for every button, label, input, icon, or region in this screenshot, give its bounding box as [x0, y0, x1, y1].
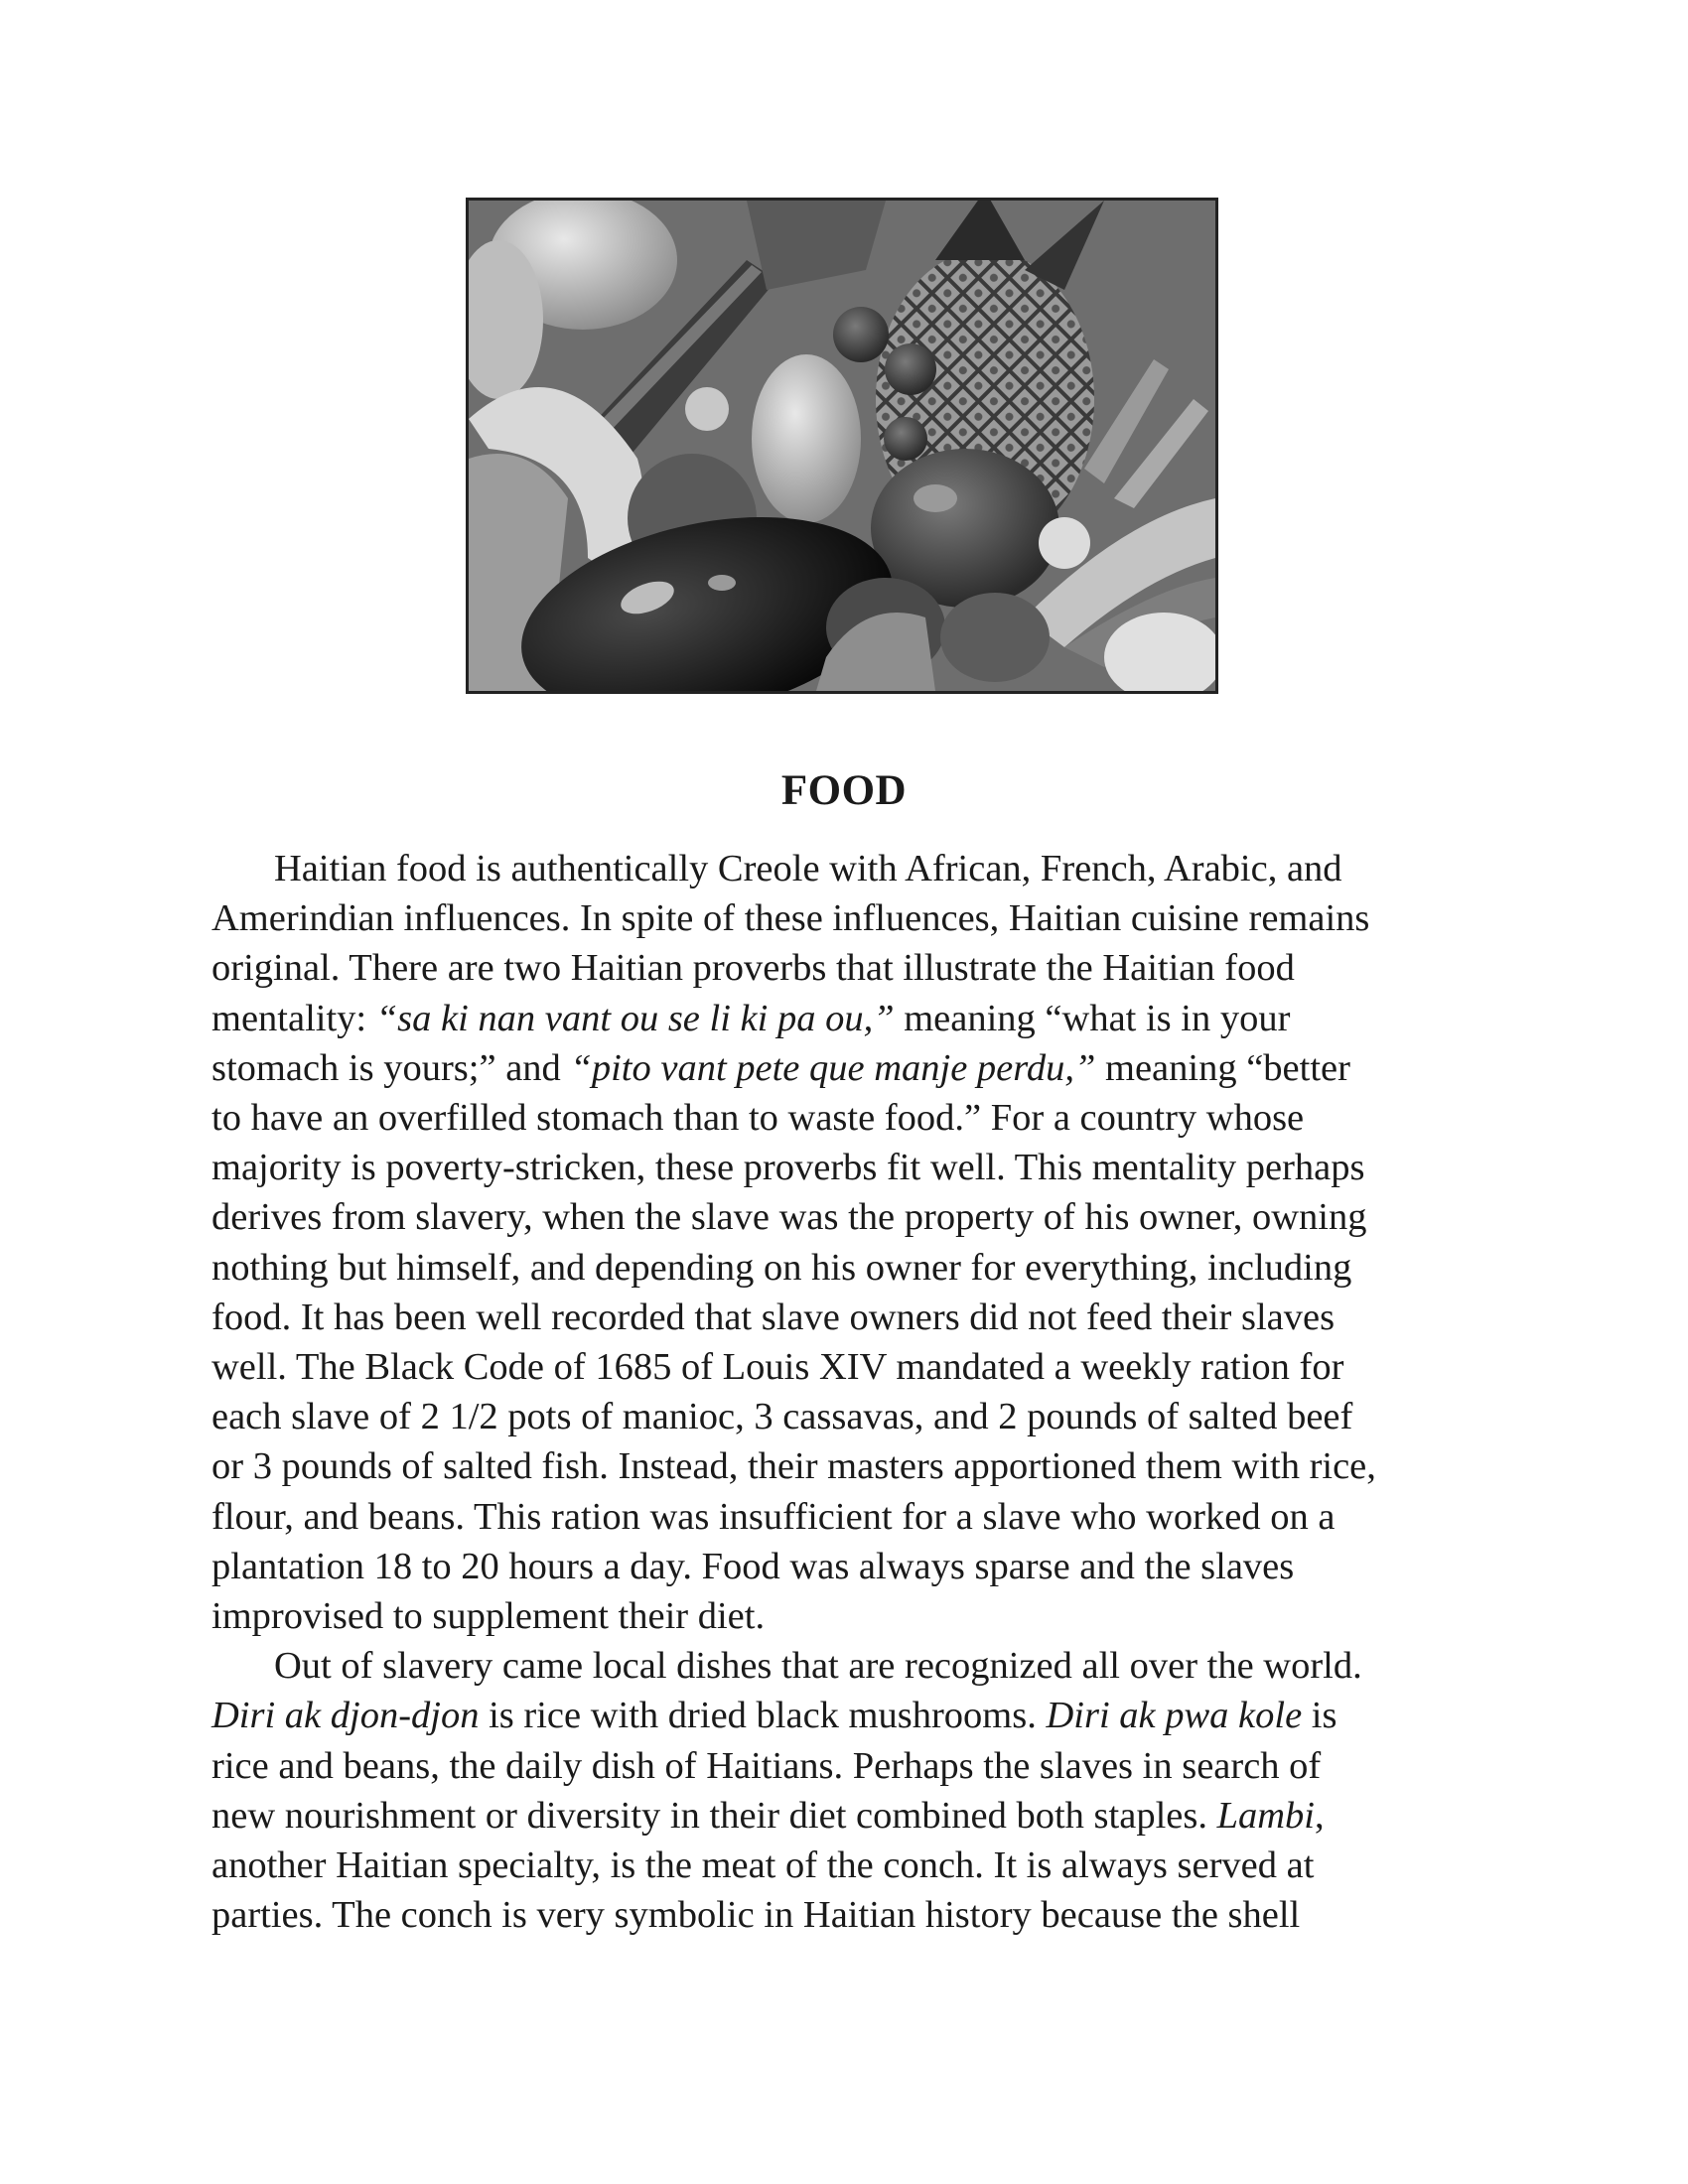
text-line	[211, 1192, 1502, 1242]
text-run: improvised to supplement their diet.	[211, 1595, 766, 1638]
text-run: meaning “what is in your	[894, 997, 1291, 1039]
text-line	[211, 844, 1502, 893]
text-line	[211, 893, 1502, 943]
text-line	[211, 1641, 1502, 1691]
italic-phrase: Diri ak djon-djon	[211, 1695, 480, 1737]
text-line	[211, 1143, 1502, 1192]
text-run: or 3 pounds of salted fish. Instead, their masters apportioned them with rice,	[211, 1445, 1376, 1488]
text-line	[211, 1043, 1502, 1093]
text-run: nothing but himself, and depending on his owner for everything, including	[211, 1246, 1352, 1289]
paragraph-1	[211, 844, 1502, 1641]
text-run: derives from slavery, when the slave was the property of his owner, owning	[211, 1196, 1367, 1239]
italic-phrase: “pito vant pete que manje perdu,”	[570, 1046, 1096, 1089]
text-run: majority is poverty-stricken, these proverbs fit well. This mentality perhaps	[211, 1147, 1365, 1189]
text-line	[211, 1293, 1502, 1342]
italic-phrase: Diri ak pwa kole	[1046, 1695, 1303, 1737]
text-run: to have an overfilled stomach than to waste food.” For a country whose	[211, 1097, 1305, 1140]
text-run: mentality:	[211, 997, 376, 1039]
text-run: ,	[1315, 1794, 1325, 1837]
text-line	[211, 1841, 1502, 1890]
text-run: new nourishment or diversity in their diet combined both staples.	[211, 1794, 1217, 1837]
paragraph-2	[211, 1641, 1502, 1940]
text-run: well. The Black Code of 1685 of Louis XIV mandated a weekly ration for	[211, 1346, 1344, 1389]
text-run: is rice with dried black mushrooms.	[479, 1695, 1047, 1737]
text-line	[211, 1542, 1502, 1591]
text-run: food. It has been well recorded that slave owners did not feed their slaves	[211, 1296, 1336, 1338]
text-run: Amerindian influences. In spite of these influences, Haitian cuisine remains	[211, 897, 1370, 940]
text-line	[211, 1791, 1502, 1841]
text-run: is	[1302, 1695, 1337, 1737]
produce-photo-illustration	[469, 201, 1215, 691]
text-run: stomach is yours;” and	[211, 1046, 571, 1089]
produce-photo	[466, 198, 1218, 694]
text-run: rice and beans, the daily dish of Haitians. Perhaps the slaves in search of	[211, 1744, 1322, 1787]
italic-phrase: Lambi	[1216, 1794, 1316, 1837]
text-line	[211, 1741, 1502, 1791]
article-body	[211, 844, 1502, 1940]
text-line	[211, 943, 1502, 993]
section-title: FOOD	[780, 767, 908, 814]
text-line	[211, 1591, 1502, 1641]
text-line	[211, 994, 1502, 1043]
text-run: parties. The conch is very symbolic in Haitian history because the shell	[211, 1894, 1301, 1937]
text-line	[211, 1243, 1502, 1293]
text-run: Haitian food is authentically Creole with African, French, Arabic, and	[274, 848, 1342, 889]
text-line	[211, 1441, 1502, 1491]
text-line	[211, 1392, 1502, 1441]
text-run: meaning “better	[1095, 1046, 1350, 1089]
text-line	[211, 1691, 1502, 1740]
text-line	[211, 1093, 1502, 1143]
text-run: original. There are two Haitian proverbs that illustrate the Haitian food	[211, 947, 1295, 990]
text-run: another Haitian specialty, is the meat of the conch. It is always served at	[211, 1844, 1315, 1887]
text-run: flour, and beans. This ration was insufficient for a slave who worked on a	[211, 1495, 1336, 1538]
text-run: each slave of 2 1/2 pots of manioc, 3 cassavas, and 2 pounds of salted beef	[211, 1396, 1353, 1438]
text-run: Out of slavery came local dishes that are recognized all over the world.	[274, 1645, 1362, 1688]
text-line	[211, 1492, 1502, 1542]
text-run: plantation 18 to 20 hours a day. Food was always sparse and the slaves	[211, 1545, 1295, 1587]
text-line	[211, 1342, 1502, 1392]
text-line	[211, 1890, 1502, 1940]
italic-phrase: “sa ki nan vant ou se li ki pa ou,”	[375, 997, 895, 1039]
